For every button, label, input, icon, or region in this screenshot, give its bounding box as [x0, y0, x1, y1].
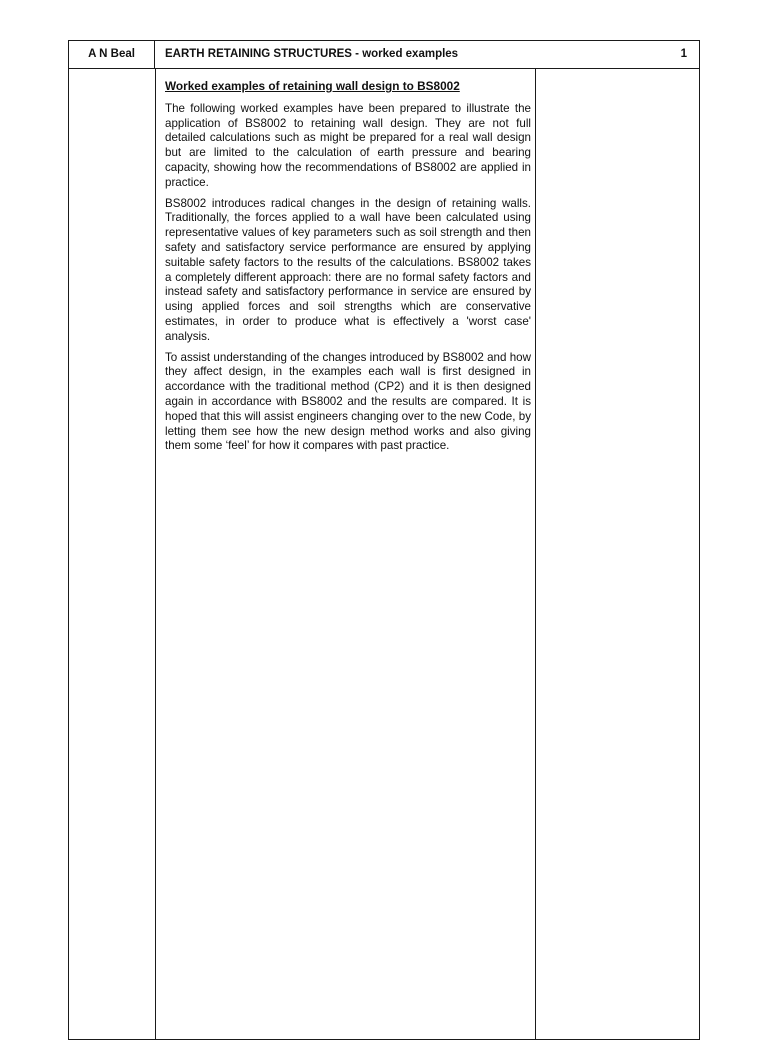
header-page-number: 1 [680, 48, 687, 60]
paragraph-intro: The following worked examples have been prepared to illustrate the application of BS8002 to retaining wall design. They are not full detailed calculations such as might be prepared for a real wall design but are limited to the calculation of earth pressure and bearing capacity, showing how the recommendations of BS8002 are applied in practice. [165, 101, 531, 189]
paragraph-comparison: To assist understanding of the changes introduced by BS8002 and how they affect design, in the examples each wall is first designed in accordance with the traditional method (CP2) and it is then designed again in accordance with BS8002 and the results are compared. It is hoped that this will assist engineers changing over to the new Code, by letting them see how the new design method works and also giving them some ‘feel’ for how it compares with past practice. [165, 350, 531, 453]
header-title: EARTH RETAINING STRUCTURES - worked examples [165, 48, 459, 60]
left-margin-divider [155, 68, 156, 1039]
page-header [69, 41, 699, 69]
section-heading: Worked examples of retaining wall design to BS8002 [165, 79, 460, 93]
header-author: A N Beal [69, 41, 155, 68]
page-frame [68, 40, 700, 1040]
paragraph-bs8002-changes: BS8002 introduces radical changes in the design of retaining walls. Traditionally, the forces applied to a wall have been calculated using representative values of key parameters such as soil strength and then safety and satisfactory service performance are ensured by applying suitable safety factors to the results of the calculations. BS8002 takes a completely different approach: there are no formal safety factors and instead safety and satisfactory performance in service are ensured by using applied forces and soil strengths which are conservative estimates, in order to produce what is effectively a 'worst case' analysis. [165, 196, 531, 343]
main-content-column [165, 79, 531, 460]
right-margin-divider [535, 68, 536, 1039]
